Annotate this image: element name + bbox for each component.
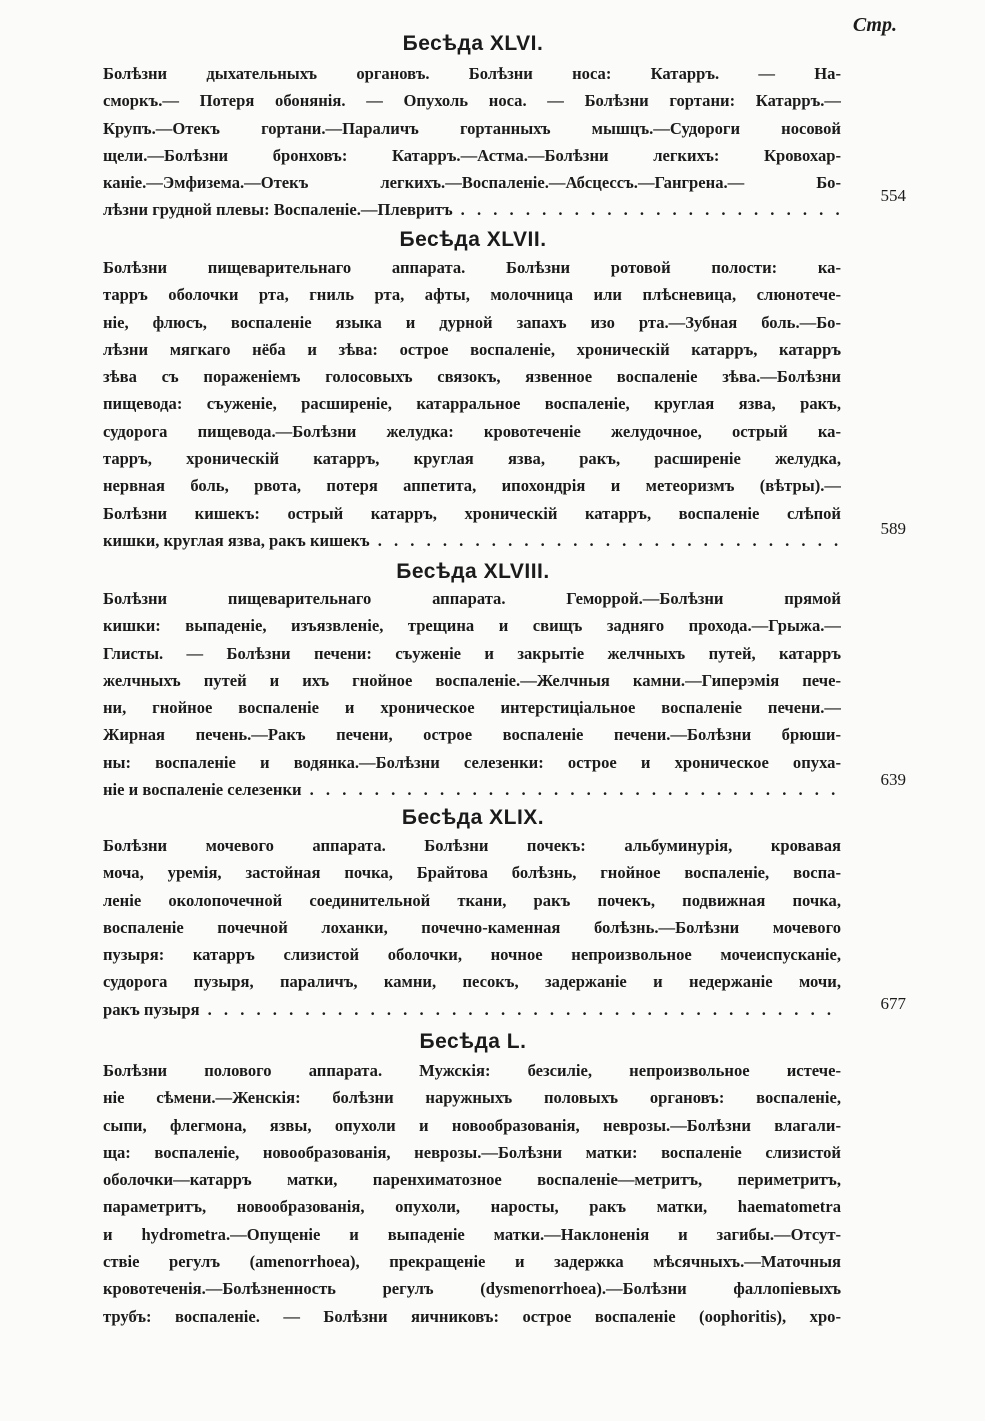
text-line: Болѣзни пищеварительнаго аппарата. Болѣзни ротовой полости: ка- — [103, 258, 841, 277]
section-title: Бесѣда XLIX. — [401, 806, 545, 829]
text-line: Болѣзни мочевого аппарата. Болѣзни почекъ: альбуминурія, кровавая — [103, 836, 841, 855]
text-line: ніе сѣмени.—Женскія: болѣзни наружныхъ половыхъ органовъ: воспаленіе, — [103, 1088, 841, 1108]
text-line: трубъ: воспаленіе. — Болѣзни яичниковъ: острое воспаленіе (oophoritis), хро- — [103, 1306, 841, 1326]
text-line: Болѣзни полового аппарата. Мужскія: безсиліе, непроизвольное истече- — [103, 1061, 841, 1080]
text-line: кровотеченія.—Болѣзненность регулъ (dysmenorrhoea).—Болѣзни фаллопіевыхъ — [103, 1279, 841, 1299]
text-line: леніе околопочечной соединительной ткани, ракъ почекъ, подвижная почка, — [103, 890, 841, 910]
text-line: судорога пузыря, параличъ, камни, песокъ, задержаніе и недержаніе мочи, — [103, 972, 841, 992]
text-line: ны: воспаленіе и водянка.—Болѣзни селезенки: острое и хроническое опуха- — [103, 752, 841, 772]
leader-dots — [461, 196, 841, 223]
section-title: Бесѣда XLVIII. — [396, 560, 550, 583]
text-line: ніе и воспаленіе селезенки — [103, 780, 302, 800]
leader-dots — [378, 527, 841, 554]
page-number: 589 — [880, 519, 906, 538]
text-line: судорога пищевода.—Болѣзни желудка: кровотеченіе желудочное, острый ка- — [103, 421, 841, 441]
leader-dots — [310, 776, 841, 803]
text-line: оболочки—катарръ матки, паренхиматозное воспаленіе—метритъ, периметритъ, — [103, 1170, 841, 1190]
text-line: воспаленіе почечной лоханки, почечно-каменная болѣзнь.—Болѣзни мочевого — [103, 917, 841, 937]
section-text — [103, 1057, 841, 1330]
page-number: 677 — [880, 994, 906, 1013]
text-line: Крупъ.—Отекъ гортани.—Параличъ гортанныхъ мышцъ.—Судороги носовой — [103, 118, 841, 138]
text-line: лѣзни грудной плевы: Воспаленіе.—Плевритъ — [103, 200, 453, 220]
text-line: параметритъ, новообразованія, опухоли, наросты, ракъ матки, haematometra — [103, 1197, 841, 1217]
text-line: кишки: выпаденіе, изъязвленіе, трещина и свищъ задняго прохода.—Грыжа.— — [103, 616, 841, 636]
text-line-last — [103, 996, 841, 1023]
text-line: кишки, круглая язва, ракъ кишекъ — [103, 530, 370, 550]
text-line: ракъ пузыря — [103, 999, 200, 1019]
text-line: желчныхъ путей и ихъ гнойное воспаленіе.—Желчныя камни.—Гиперэмія пече- — [103, 670, 841, 690]
text-line: и hydrometra.—Опущеніе и выпаденіе матки.—Наклоненія и загибы.—Отсут- — [103, 1224, 841, 1244]
text-line: лѣзни мягкаго нёба и зѣва: острое воспаленіе, хроническій катарръ, катарръ — [103, 339, 841, 359]
page-number: 639 — [880, 770, 906, 789]
text-line: пузыря: катарръ слизистой оболочки, ночное непроизвольное мочеиспусканіе, — [103, 945, 841, 965]
text-line: моча, уремія, застойная почка, Брайтова болѣзнь, гнойное воспаленіе, воспа- — [103, 863, 841, 883]
text-line: Жирная печень.—Ракъ печени, острое воспаленіе печени.—Болѣзни брюши- — [103, 725, 841, 745]
text-line: тарръ, хроническій катарръ, круглая язва, ракъ, расширеніе желудка, — [103, 449, 841, 469]
text-line: зѣва съ пораженіемъ голосовыхъ связокъ, язвенное воспаленіе зѣва.—Болѣзни — [103, 367, 841, 387]
text-line: нервная боль, рвота, потеря аппетита, ипохондрія и метеоризмъ (вѣтры).— — [103, 476, 841, 496]
text-line: щели.—Болѣзни бронховъ: Катарръ.—Астма.—Болѣзни легкихъ: Кровохар- — [103, 145, 841, 165]
text-line-last — [103, 527, 841, 554]
text-line: сыпи, флегмона, язвы, опухоли и новообразованія, неврозы.—Болѣзни влагали- — [103, 1115, 841, 1135]
text-line: Болѣзни дыхательныхъ органовъ. Болѣзни носа: Катарръ. — На- — [103, 64, 841, 83]
text-line: сморкъ.— Потеря обонянія. — Опухоль носа. — Болѣзни гортани: Катарръ.— — [103, 91, 841, 111]
section-text — [103, 60, 841, 224]
leader-dots — [208, 996, 841, 1023]
section-text — [103, 585, 841, 803]
text-line: ща: воспаленіе, новообразованія, неврозы.—Болѣзни матки: воспаленіе слизистой — [103, 1142, 841, 1162]
text-line: Глисты. — Болѣзни печени: съуженіе и закрытіе желчныхъ путей, катарръ — [103, 643, 841, 663]
text-line: тарръ оболочки рта, гниль рта, афты, молочница или плѣсневица, слюнотече- — [103, 285, 841, 305]
section-text — [103, 254, 841, 554]
text-line: Болѣзни кишекъ: острый катарръ, хроническій катарръ, воспаленіе слѣпой — [103, 503, 841, 523]
page-column-label: Стр. — [852, 14, 897, 36]
text-line: пищевода: съуженіе, расширеніе, катарральное воспаленіе, круглая язва, ракъ, — [103, 394, 841, 414]
text-line: Болѣзни пищеварительнаго аппарата. Геморрой.—Болѣзни прямой — [103, 589, 841, 608]
page-number: 554 — [880, 186, 906, 205]
text-line: каніе.—Эмфизема.—Отекъ легкихъ.—Воспаленіе.—Абсцессъ.—Гангрена.— Бо- — [103, 173, 841, 193]
section-text — [103, 832, 841, 1023]
section-title: Бесѣда L. — [419, 1030, 527, 1053]
section-title: Бесѣда XLVI. — [402, 32, 544, 55]
text-line: ни, гнойное воспаленіе и хроническое интерстиціальное воспаленіе печени.— — [103, 698, 841, 718]
text-line: ніе, флюсъ, воспаленіе языка и дурной запахъ изо рта.—Зубная боль.—Бо- — [103, 312, 841, 332]
text-line-last — [103, 776, 841, 803]
section-title: Бесѣда XLVII. — [399, 228, 547, 251]
text-line: ствіе регулъ (amenorrhoea), прекращеніе и задержка мѣсячныхъ.—Маточныя — [103, 1252, 841, 1272]
text-line-last — [103, 196, 841, 223]
